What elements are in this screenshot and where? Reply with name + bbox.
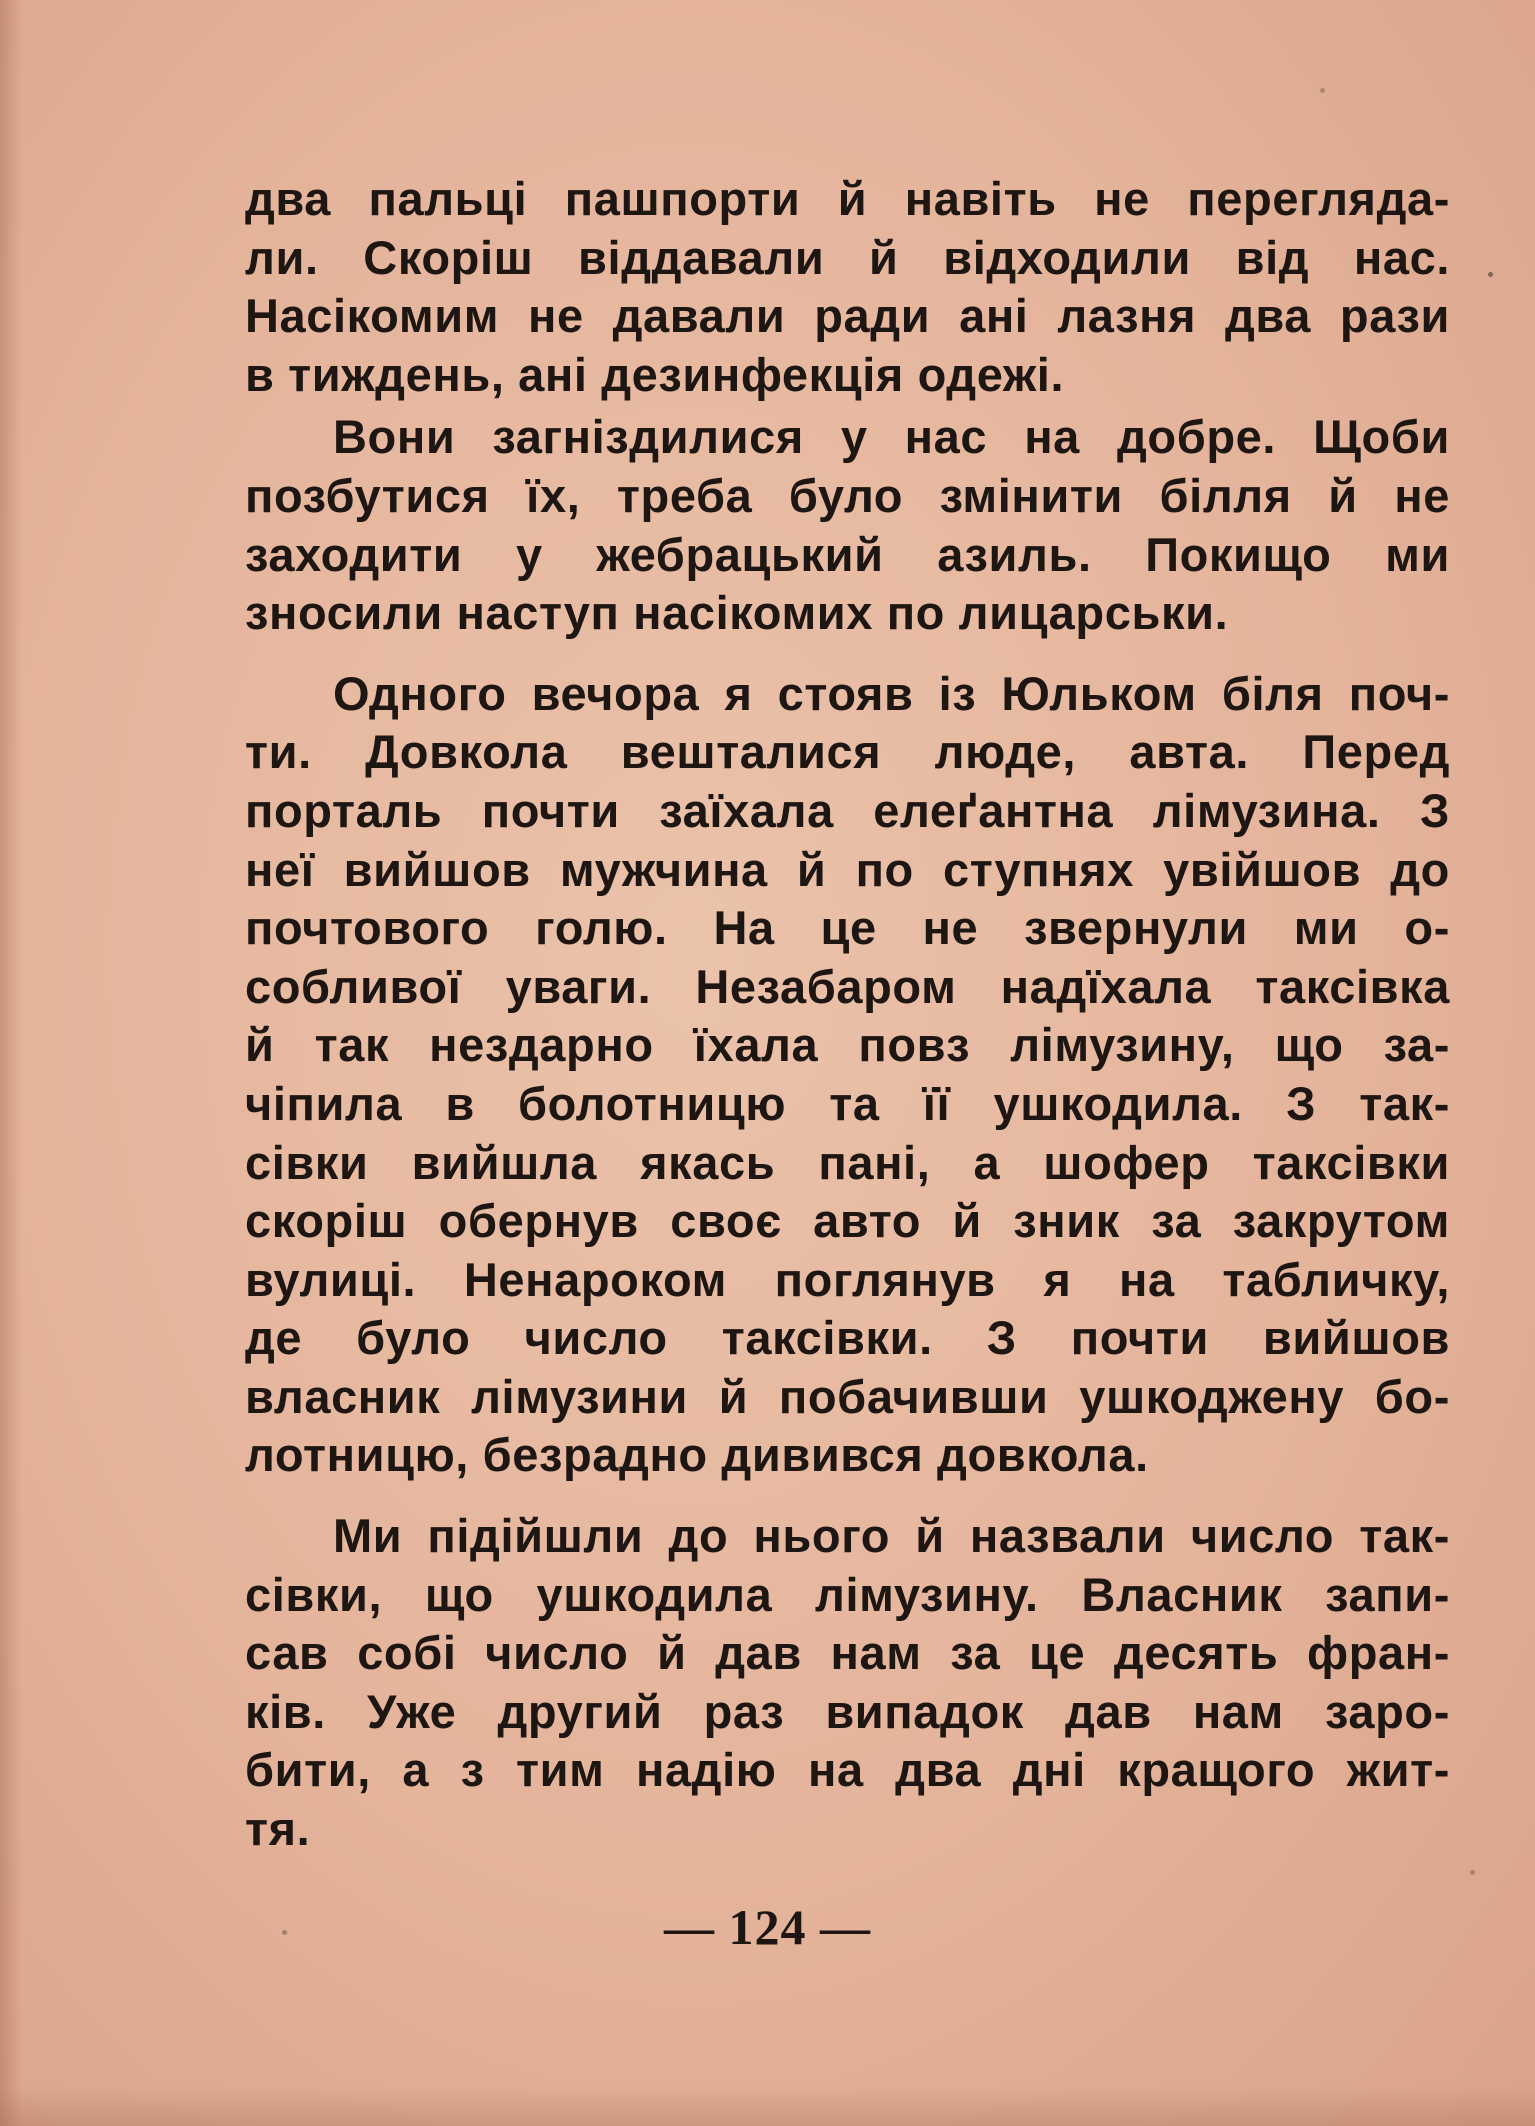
text-line: порталь почти заїхала елеґантна лімузина. З xyxy=(245,783,1450,837)
text-line: в тиждень, ані дезинфекція одежі. xyxy=(245,347,1065,401)
paper-speck xyxy=(282,1930,287,1935)
paper-speck xyxy=(1488,272,1493,277)
text-line: сав собі число й дав нам за це десять фран- xyxy=(245,1626,1450,1680)
text-line: позбутися їх, треба було змінити білля й не xyxy=(245,468,1450,522)
text-line: сівки, що ушкодила лімузину. Власник запи- xyxy=(245,1567,1450,1621)
paragraph-2 xyxy=(245,408,1450,642)
text-line: почтового голю. На це не звернули ми о- xyxy=(245,901,1450,955)
text-line: зносили наступ насікомих по лицарськи. xyxy=(245,586,1229,640)
text-line: собливої уваги. Незабаром надїхала таксівка xyxy=(245,959,1450,1013)
text-line: два пальці пашпорти й навіть не переглядa- xyxy=(245,172,1450,225)
text-line: власник лімузини й побачивши ушкоджену бо- xyxy=(245,1369,1450,1423)
text-line: Вони загніздилися у нас на добре. Щоби xyxy=(333,410,1450,464)
text-line: й так нездарно їхала повз лімузину, що за- xyxy=(245,1018,1450,1072)
page-bottom-shadow xyxy=(0,2086,1535,2126)
paragraph-gap xyxy=(245,1485,1450,1507)
text-line: сівки вийшла якась пані, а шофер таксівки xyxy=(245,1135,1450,1189)
paper-speck xyxy=(1320,88,1325,93)
paper-speck xyxy=(1470,1870,1475,1875)
text-line: вулиці. Ненароком поглянув я на табличку, xyxy=(245,1252,1450,1306)
page-text xyxy=(245,170,1450,1859)
text-line: ли. Скоріш віддавали й відходили від нас. xyxy=(245,230,1450,284)
text-line: заходити у жебрацький азиль. Покищо ми xyxy=(245,527,1450,581)
text-line: скоріш обернув своє авто й зник за закрутом xyxy=(245,1194,1450,1248)
paragraph-gap xyxy=(245,643,1450,665)
text-line: лотницю, безрадно дивився довкола. xyxy=(245,1428,1149,1482)
text-line: бити, а з тим надію на два дні кращого жит- xyxy=(245,1743,1450,1797)
text-line: ти. Довкола вешталися люде, авта. Перед xyxy=(245,725,1450,779)
text-line: неї вийшов мужчина й по ступнях увійшов до xyxy=(245,842,1450,896)
paragraph-3 xyxy=(245,665,1450,1485)
paragraph-4 xyxy=(245,1507,1450,1859)
text-line: ків. Уже другий раз випадок дав нам заро- xyxy=(245,1684,1450,1738)
paragraph-1 xyxy=(245,170,1450,404)
page-edge-shadow xyxy=(0,0,22,2126)
text-line: тя. xyxy=(245,1802,311,1856)
text-line: Ми підійшли до нього й назвали число так- xyxy=(333,1509,1450,1563)
text-line: Одного вечора я стояв із Юльком біля поч- xyxy=(333,666,1450,720)
page-number: — 124 — xyxy=(664,1899,871,1955)
text-line: чіпила в болотницю та її ушкодила. З так- xyxy=(245,1076,1450,1130)
text-line: де було число таксівки. З почти вийшов xyxy=(245,1311,1450,1365)
text-line: Насікомим не давали ради ані лазня два рази xyxy=(245,289,1450,343)
